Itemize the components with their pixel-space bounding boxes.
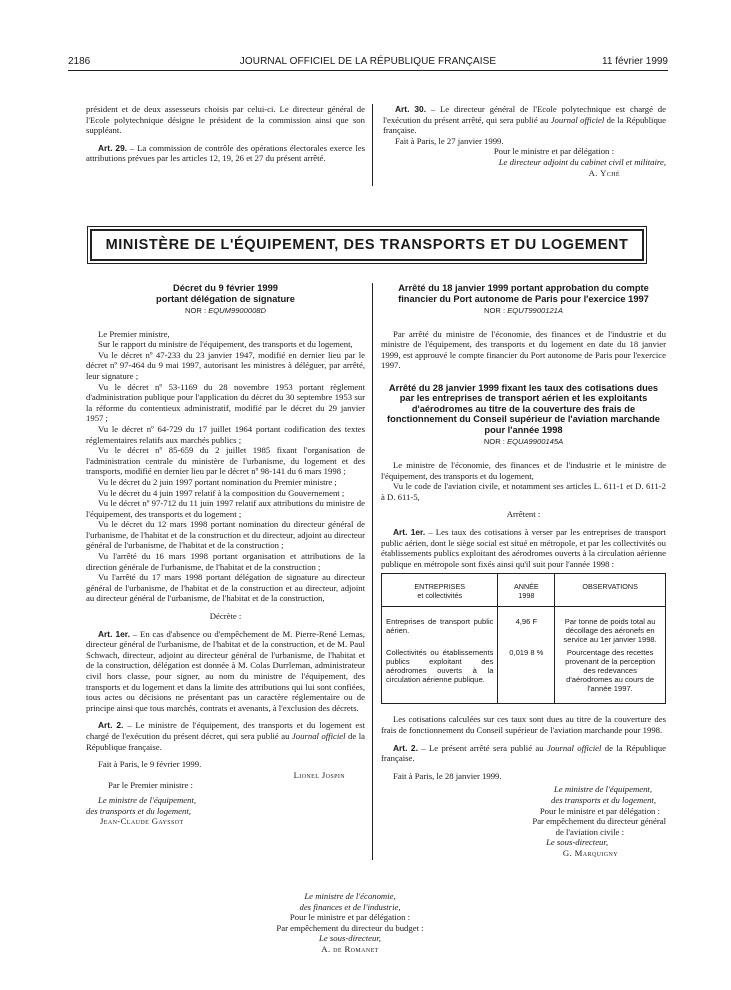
article-label: Art. 1er. xyxy=(98,628,130,639)
fait-line: Fait à Paris, le 28 janvier 1999. xyxy=(393,770,502,781)
signer-name-text: A. de Romanet xyxy=(321,943,379,954)
fait-line: Fait à Paris, le 9 février 1999. xyxy=(98,759,202,770)
bottom-signature xyxy=(200,891,500,955)
header-text: ANNÉE xyxy=(513,582,539,592)
minister-signer-name: Jean-Claude Gayssot xyxy=(100,816,184,827)
arrete1-nor xyxy=(381,306,666,317)
decree-para: Vu le décret nº 64-729 du 17 juillet 1964 portant codification des textes réglementaires relatifs aux marchés publics ; xyxy=(86,423,365,445)
cotisations-table xyxy=(381,573,666,704)
decree-para: Vu le décret du 4 juin 1997 relatif à la composition du Gouvernement ; xyxy=(98,487,345,498)
signer-name xyxy=(381,848,666,859)
signer-role-text: Le directeur adjoint du cabinet civil et militaire, xyxy=(498,156,666,167)
sous-directeur-text: Le sous-directeur, xyxy=(546,837,608,848)
delegation-line: Pour le ministre et par délégation : xyxy=(539,805,660,816)
table-cell: Par tonne de poids total au décollage des aéronefs en service au 1er janvier 1998. xyxy=(555,607,666,647)
decree-para: Vu le décret du 12 mars 1998 portant nomination du directeur général de l'urbanisme, de l'habitat et de la construction et du directeur, adjoint au directeur général de l'urbanisme, de l'habitat et de la construction ; xyxy=(86,519,365,551)
empechement-line: de l'aviation civile : xyxy=(555,826,624,837)
arrete1-title: Arrêté du 18 janvier 1999 portant approbation du compte financier du Port autonome de Paris pour l'exercice 1997 xyxy=(398,283,649,304)
pm-signer xyxy=(86,770,365,781)
article-2 xyxy=(381,743,666,764)
column-header-observations: OBSERVATIONS xyxy=(555,574,666,607)
article-2 xyxy=(86,720,365,752)
signer-role xyxy=(200,891,500,902)
article-label: Art. 2. xyxy=(98,720,124,731)
page-number: 2186 xyxy=(68,56,91,67)
signer-role-line2: des transports et du logement, xyxy=(551,794,656,805)
header-text: ENTREPRISES xyxy=(414,582,466,592)
sous-directeur xyxy=(381,837,666,848)
page-header xyxy=(68,56,668,70)
signer-role-line2: des finances et de l'industrie, xyxy=(299,901,401,912)
decree-para: Vu le décret du 2 juin 1997 portant nomination du Premier ministre ; xyxy=(98,476,337,487)
issue-date: 11 février 1999 xyxy=(602,56,668,67)
header-subtext: et collectivités xyxy=(417,591,463,601)
decree-title-line1: Décret du 9 février 1999 xyxy=(173,283,278,293)
decrete-heading: Décrète : xyxy=(209,611,242,622)
header-rule xyxy=(68,70,668,71)
arrete2-nor xyxy=(381,437,666,448)
pm-signer-name: Lionel Jospin xyxy=(293,769,345,780)
signer-role xyxy=(383,157,666,168)
arrete2-para: Vu le code de l'aviation civile, et notamment ses articles L. 611-1 et D. 611-2 à D. 611-5, xyxy=(381,481,666,502)
nor-code: EQUM9900008D xyxy=(208,306,267,315)
article-29 xyxy=(86,143,365,164)
signer-name-text: A. Yché xyxy=(588,167,620,178)
decree-title-line2: portant délégation de signature xyxy=(156,293,295,304)
nor-label: NOR : xyxy=(184,306,209,315)
continued-paragraph: président et de deux assesseurs choisis par celui-ci. Le directeur général de l'Ecole polytechnique désigne le président de la commission ainsi que son suppléant. xyxy=(86,104,365,136)
ministry-title: MINISTÈRE DE L'ÉQUIPEMENT, DES TRANSPORTS ET DU LOGEMENT xyxy=(105,237,629,253)
article-text-end: de la République française. xyxy=(86,730,365,752)
signer-role-line1: Le ministre de l'équipement, xyxy=(553,784,652,795)
top-left-column xyxy=(86,104,365,164)
arretent-heading: Arrêtent : xyxy=(506,509,541,520)
table-cell: 0,019 8 % xyxy=(498,646,555,704)
par-pm-line: Par le Premier ministre : xyxy=(108,780,193,791)
minister-role-line1: Le ministre de l'équipement, xyxy=(98,794,197,805)
table-cell: Pourcentage des recettes provenant de la perception des redevances d'aérodromes au cours de l'année 1997. xyxy=(555,646,666,704)
decree-para: Vu le décret nº 97-712 du 11 juin 1997 relatif aux attributions du ministre de l'équipement, des transports et du logement ; xyxy=(86,498,365,519)
column-header-entreprises xyxy=(382,574,498,607)
signer-role xyxy=(381,795,666,806)
fait-line: Fait à Paris, le 27 janvier 1999. xyxy=(395,135,504,146)
decree-para: Vu le décret nº 47-233 du 23 janvier 1947, modifié en dernier lieu par le décret nº 97-464 du 9 mai 1997, autorisant les ministres à déléguer, par arrêté, leur signature ; xyxy=(86,349,365,381)
arrete2-para: Les cotisations calculées sur ces taux sont dues au titre de la couverture des frais de fonctionnement du Conseil supérieur de l'aviation marchande pour 1998. xyxy=(381,714,666,735)
signer-name xyxy=(383,168,666,179)
sous-directeur-text: Le sous-directeur, xyxy=(319,933,381,944)
ministry-banner xyxy=(90,229,644,261)
table-row xyxy=(382,646,666,704)
article-text: – Les taux des cotisations à verser par les entreprises de transport public aérien, dont le siège social est situé en métropole, et par les collectivités ou établissements publics exploitant des aérodromes ouverts à la circulation aérienne publique en métropole sont fixés ainsi qu'il suit pour l'année 1998 : xyxy=(381,527,666,569)
article-label: Art. 1er. xyxy=(393,527,426,538)
article-text: – Le directeur général de l'Ecole polytechnique est chargé de l'exécution du présent arrêté, qui sera publié au xyxy=(383,104,666,125)
signer-name-text: G. Marquigny xyxy=(562,847,618,858)
empechement-line: Par empêchement du directeur du budget : xyxy=(276,922,424,933)
nor-code: EQUT9900121A xyxy=(507,306,563,315)
table-cell: Collectivités ou établissements publics exploitant des aérodromes ouverts à la circulation aérienne publique. xyxy=(382,646,498,704)
signer-role xyxy=(200,902,500,913)
decree-nor xyxy=(86,306,365,317)
sous-directeur xyxy=(200,933,500,944)
decree-para: Le Premier ministre, xyxy=(98,328,170,339)
nor-label: NOR : xyxy=(484,306,508,315)
article-text-end: de la République française. xyxy=(381,742,666,764)
article-text: – Le présent arrêté sera publié au xyxy=(417,742,547,753)
column-divider xyxy=(372,104,373,186)
column-header-annee xyxy=(498,574,555,607)
table-header-row xyxy=(382,574,666,607)
nor-label: NOR : xyxy=(483,437,508,447)
arretes-column xyxy=(381,283,666,859)
decree-column xyxy=(86,283,365,827)
table-row xyxy=(382,607,666,647)
journal-reference: Journal officiel xyxy=(546,742,602,753)
nor-code: EQUA9900145A xyxy=(507,437,564,447)
decree-para: Vu l'arrêté du 16 mars 1998 portant organisation et attributions de la direction générale de l'urbanisme, de l'habitat et de la construction ; xyxy=(86,551,365,572)
signer-name xyxy=(200,944,500,955)
minister-role-line2: des transports et du logement, xyxy=(86,805,191,816)
article-1 xyxy=(86,629,365,714)
minister-role xyxy=(86,795,365,806)
journal-reference: Journal officiel xyxy=(291,730,346,741)
minister-signer xyxy=(86,816,365,827)
header-subtext: 1998 xyxy=(518,591,535,601)
top-right-column xyxy=(383,104,666,178)
delegation-line: Pour le ministre et par délégation : xyxy=(493,146,614,157)
article-30 xyxy=(383,104,666,136)
article-text: – Le ministre de l'équipement, des transports et du logement est chargé de l'exécution du présent décret, qui sera publié au xyxy=(86,720,365,741)
decree-para: Sur le rapport du ministre de l'équipement, des transports et du logement, xyxy=(98,339,353,350)
arrete2-para: Le ministre de l'économie, des finances et de l'industrie et le ministre de l'équipement, des transports et du logement, xyxy=(381,460,666,481)
decree-para: Vu l'arrêté du 17 mars 1998 portant délégation de signature au directeur général de l'urbanisme, de l'habitat et de la construction et au directeur, adjoint au directeur général de l'urbanisme, de l'habitat et de la construction, xyxy=(86,572,365,604)
article-text-end: de la République française. xyxy=(383,114,666,136)
signer-role-line1: Le ministre de l'économie, xyxy=(304,891,396,901)
article-label: Art. 29. xyxy=(98,142,128,153)
decree-para: Vu le décret nº 53-1169 du 28 novembre 1953 portant règlement d'administration publique pour l'application du décret du 30 septembre 1953 sur la réforme du contentieux administratif, modifié par le décret du 29 janvier 1957 ; xyxy=(86,381,365,424)
arrete1-body: Par arrêté du ministre de l'économie, des finances et de l'industrie et du ministre de l'équipement, des transports et du logement en date du 18 janvier 1999, est approuvé le compte financier du Port autonome de Paris pour l'exercice 1997. xyxy=(381,328,666,371)
column-divider xyxy=(372,283,373,860)
journal-title: JOURNAL OFFICIEL DE LA RÉPUBLIQUE FRANÇAISE xyxy=(239,56,497,67)
delegation-line: Pour le ministre et par délégation : xyxy=(289,912,411,923)
signer-role xyxy=(381,784,666,795)
article-label: Art. 30. xyxy=(395,104,427,114)
journal-reference: Journal officiel xyxy=(550,114,605,125)
empechement-line: Par empêchement du directeur général xyxy=(532,816,666,827)
table-cell: Entreprises de transport public aérien. xyxy=(382,607,498,647)
minister-role xyxy=(86,806,365,817)
article-text: – La commission de contrôle des opérations électorales exerce les attributions prévues par les articles 12, 19, 26 et 27 du présent arrêté. xyxy=(86,142,365,164)
arrete2-title: Arrêté du 28 janvier 1999 fixant les taux des cotisations dues par les entreprises de transport aérien et les exploitants d'aérodromes au titre de la couverture des frais de fonctionnement du Conseil supérieur de l'aviation marchande pour l'année 1998 xyxy=(387,382,660,435)
article-1 xyxy=(381,527,666,569)
article-text: – En cas d'absence ou d'empêchement de M. Pierre-René Lemas, directeur général de l'urbanisme, de l'habitat et de la construction, et de M. Paul Schwach, directeur, adjoint au directeur général de l'urbanisme, de l'habitat et de la construction, délégation est donnée à M. Colas Durrleman, administrateur civil hors classe, pour signer, au nom du ministre de l'équipement, des transports et du logement et dans la limite des attributions qui lui sont confiées, tous actes ou décisions ne présentant pas un caractère réglementaire ou de principe ainsi que tous marchés, contrats et avenants, à l'exclusion des décrets. xyxy=(86,628,365,713)
table-cell: 4,96 F xyxy=(498,607,555,647)
decree-para: Vu le décret nº 85-659 du 2 juillet 1985 fixant l'organisation de l'administration centrale du ministère de l'urbanisme, du logement et des transports, modifié en dernier lieu par le décret nº 98-141 du 6 mars 1998 ; xyxy=(86,445,365,477)
article-label: Art. 2. xyxy=(393,742,418,753)
